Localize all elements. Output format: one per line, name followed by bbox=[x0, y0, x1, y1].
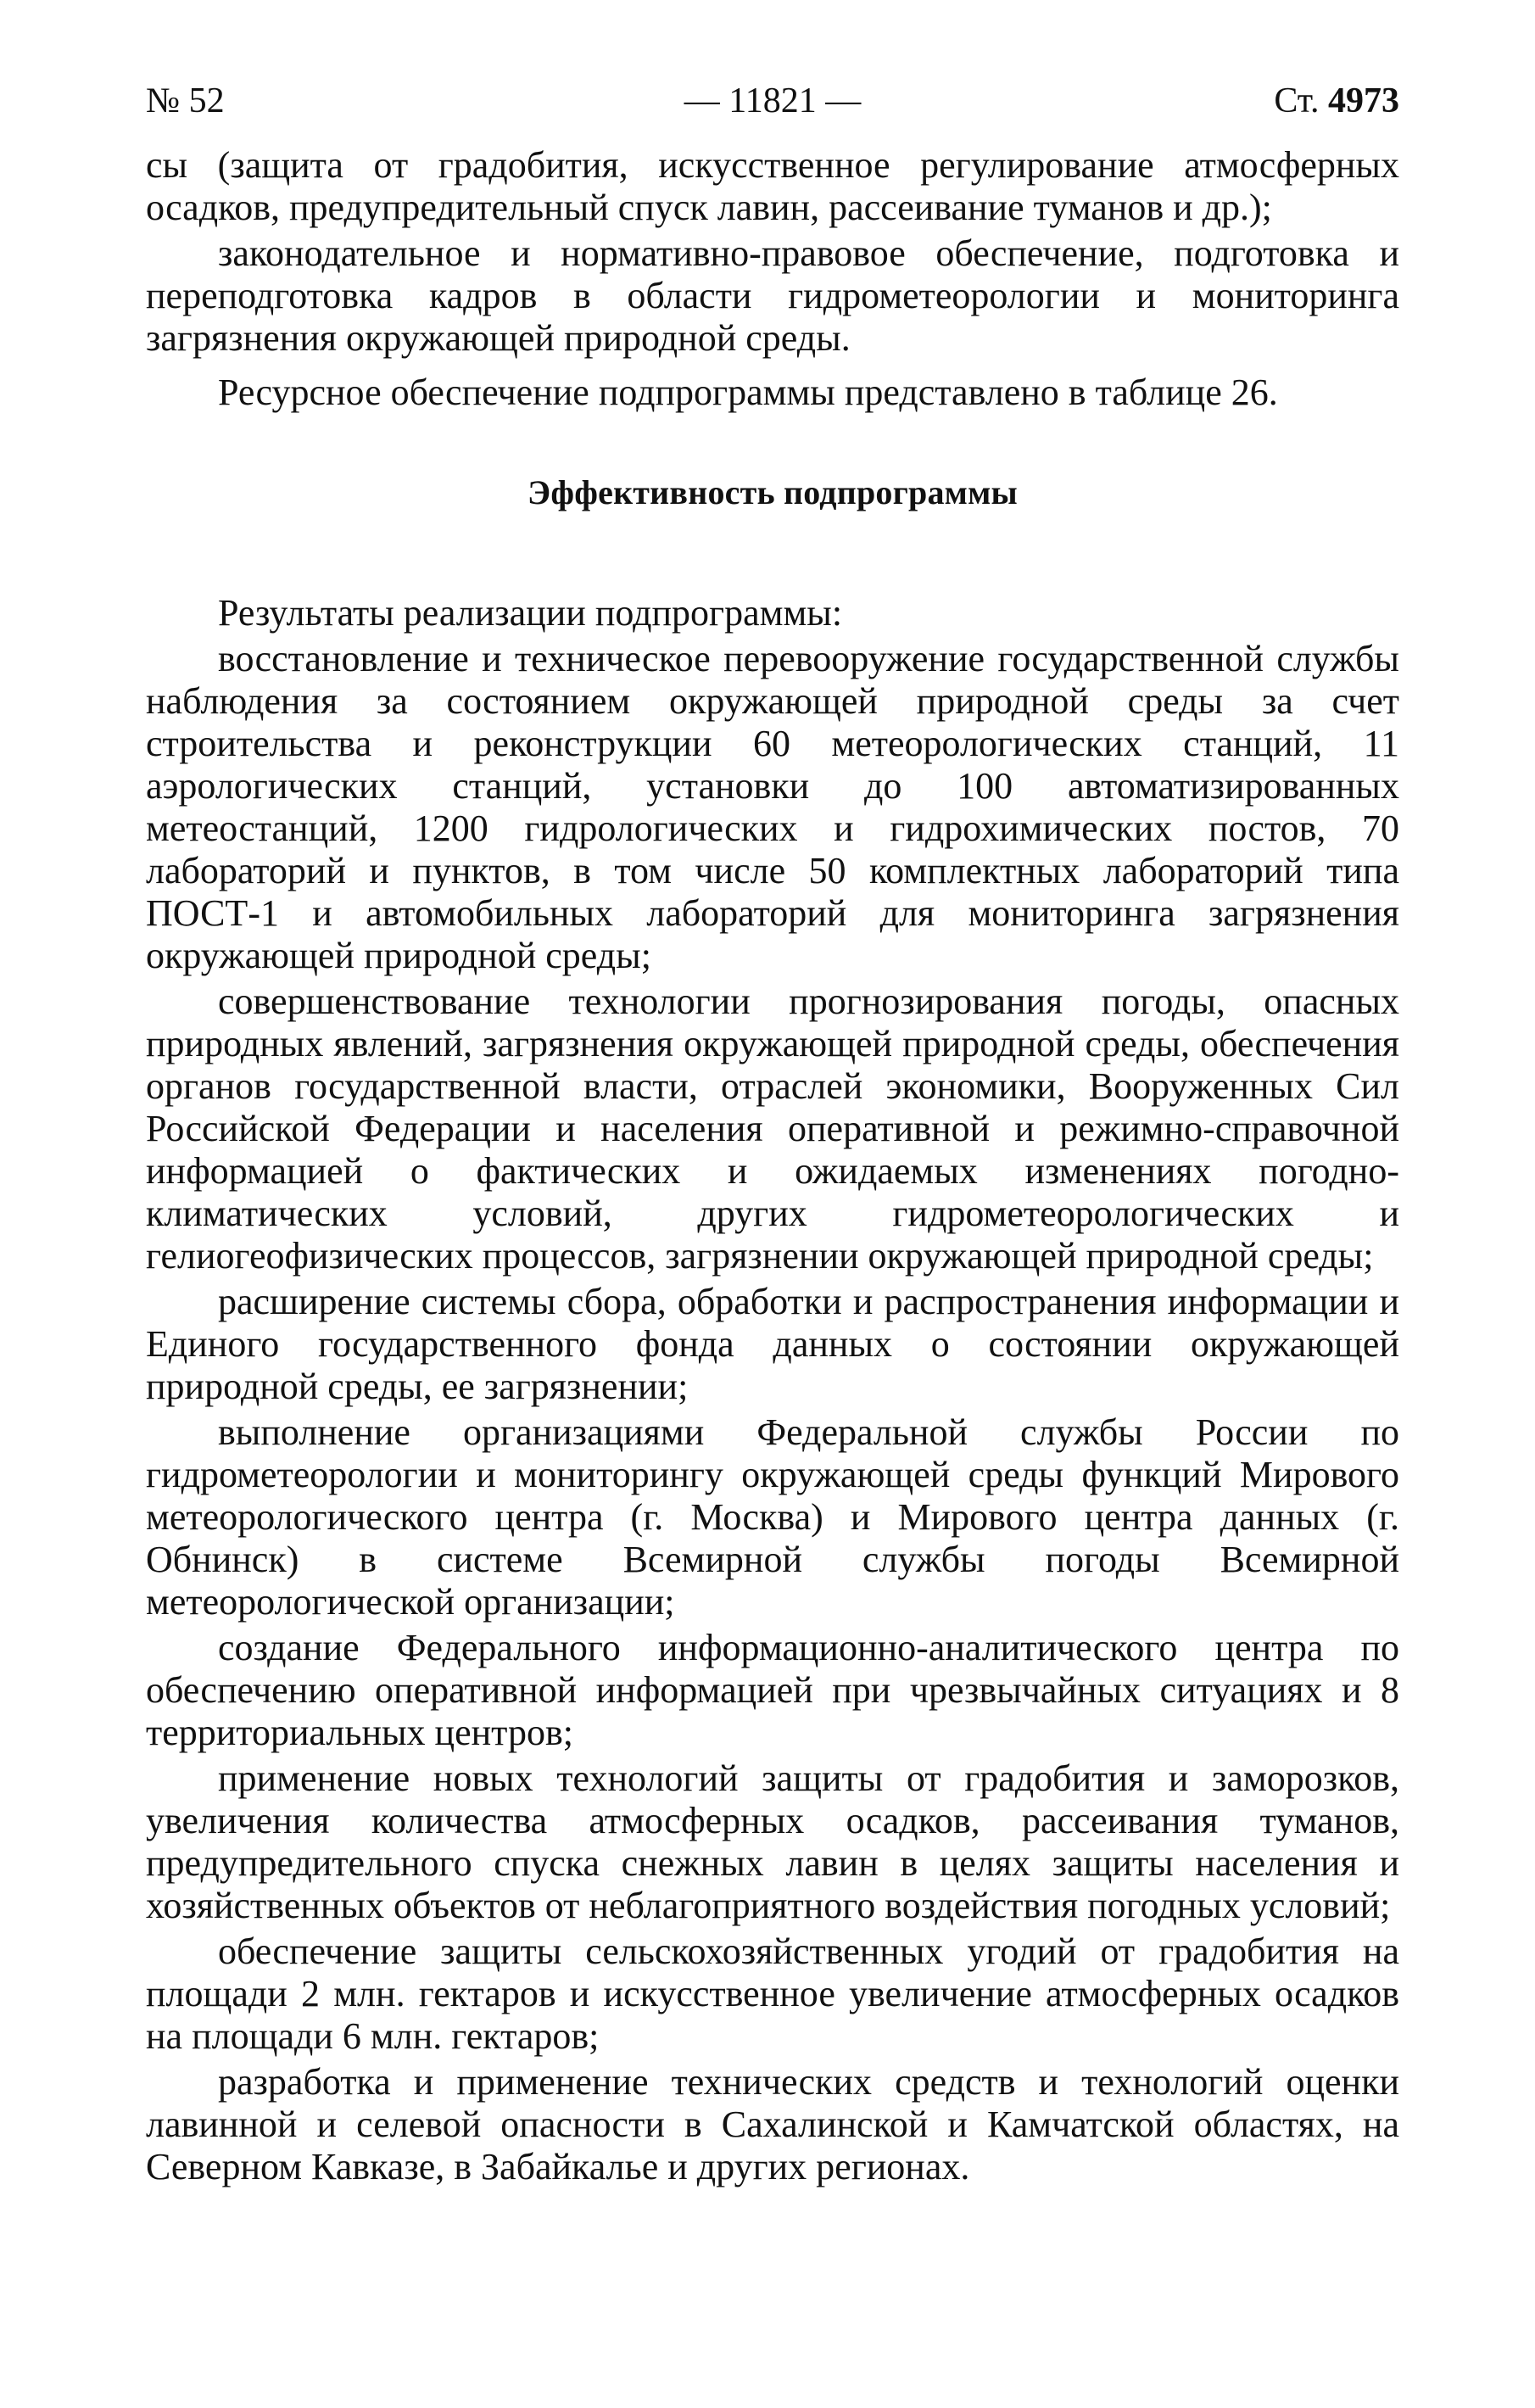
article-number-value: 4973 bbox=[1328, 81, 1399, 120]
page-header bbox=[146, 68, 1399, 144]
article-number bbox=[1274, 83, 1399, 119]
paragraph: Ресурсное обеспечение подпрограммы представлено в таблице 26. bbox=[218, 372, 1278, 413]
result-item: обеспечение защиты сельскохозяйственных угодий от градобития на площади 2 млн. гектаров и искусственное увеличение атмосферных осадков на площади 6 млн. гектаров; bbox=[146, 1930, 1399, 2057]
result-item: разработка и применение технических средств и технологий оценки лавинной и селевой опасности в Сахалинской и Камчатской областях, на Северном Кавказе, в Забайкалье и других регионах. bbox=[146, 2061, 1399, 2187]
issue-number: № 52 bbox=[146, 81, 225, 120]
page-number: — 11821 — bbox=[684, 81, 862, 120]
result-item: применение новых технологий защиты от градобития и заморозков, увеличения количества атмосферных осадков, рассеивания туманов, предупредительного спуска снежных лавин в целях защиты населения и хозяйственных объектов от неблагоприятного воздействия погодных условий; bbox=[146, 1757, 1399, 1926]
document-body bbox=[146, 144, 1399, 2188]
document-page bbox=[146, 68, 1399, 2192]
results-intro: Результаты реализации подпрограммы: bbox=[218, 592, 843, 634]
result-item: выполнение организациями Федеральной службы России по гидрометеорологии и мониторингу окружающей среды функций Мирового метеорологического центра (г. Москва) и Мирового центра данных (г. Обнинск) в системе Всемирной службы погоды Всемирной метеорологической организации; bbox=[146, 1411, 1399, 1623]
result-item: восстановление и техническое перевооружение государственной службы наблюдения за состоянием окружающей природной среды за счет строительства и реконструкции 60 метеорологических станций, 11 аэрологических станций, установки до 100 автоматизированных метеостанций, 1200 гидрологических и гидрохимических постов, 70 лабораторий и пунктов, в том числе 50 комплектных лабораторий типа ПОСТ-1 и автомобильных лабораторий для мониторинга загрязнения окружающей природной среды; bbox=[146, 638, 1399, 976]
result-item: совершенствование технологии прогнозирования погоды, опасных природных явлений, загрязнения окружающей природной среды, обеспечения органов государственной власти, отраслей экономики, Вооруженных Сил Российской Федерации и населения оперативной и режимно-справочной информацией о фактических и ожидаемых изменениях погодно-климатических условий, других гидрометеорологических и гелиогеофизических процессов, загрязнении окружающей природной среды; bbox=[146, 981, 1399, 1277]
article-prefix: Ст. bbox=[1274, 81, 1320, 120]
result-item: создание Федерального информационно-аналитического центра по обеспечению оперативной информацией при чрезвычайных ситуациях и 8 территориальных центров; bbox=[146, 1627, 1399, 1753]
paragraph: законодательное и нормативно-правовое обеспечение, подготовка и переподготовка кадров в области гидрометеорологии и мониторинга загрязнения окружающей природной среды. bbox=[146, 232, 1399, 359]
paragraph-continuation: сы (защита от градобития, искусственное регулирование атмосферных осадков, предупредительный спуск лавин, рассеивание туманов и др.); bbox=[146, 144, 1399, 228]
result-item: расширение системы сбора, обработки и распространения информации и Единого государственного фонда данных о состоянии окружающей природной среды, ее загрязнении; bbox=[146, 1281, 1399, 1407]
section-title: Эффективность подпрограммы bbox=[527, 473, 1018, 511]
